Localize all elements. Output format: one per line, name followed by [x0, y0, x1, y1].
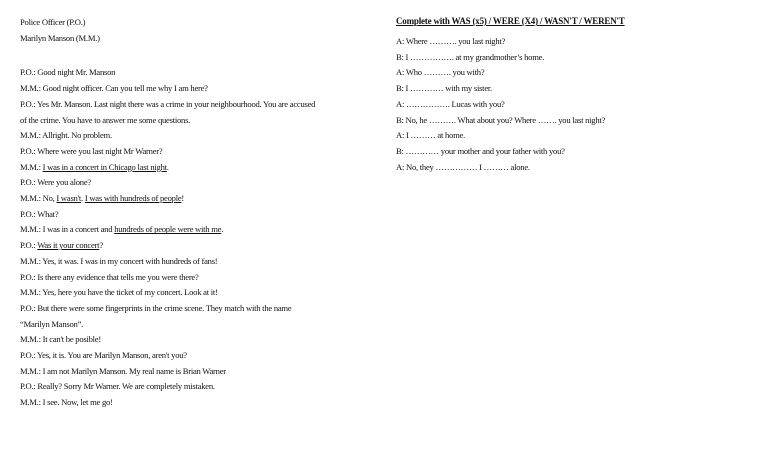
- cast-officer: Police Officer (P.O.): [20, 17, 86, 27]
- dialogue-text-segment: P.O.: Were you alone?: [20, 177, 91, 188]
- cast-list: [20, 15, 380, 46]
- underlined-phrase: I was with hundreds of people: [84, 193, 182, 204]
- dialogue-line: [20, 113, 380, 129]
- dialogue-text-segment: of the crime. You have to answer me some questions.: [20, 114, 191, 125]
- dialogue-text-segment: M.M.: I see. Now, let me go!: [20, 397, 113, 408]
- dialogue-line: [20, 81, 380, 97]
- dialogue-line: [20, 348, 380, 364]
- dialogue-line: [20, 301, 380, 317]
- dialogue-text-segment: M.M.: I am not Marilyn Manson. My real name is Brian Warner: [20, 365, 226, 376]
- exercise-line: A: ……………. Lucas with you?: [396, 98, 505, 109]
- dialogue-line: [20, 238, 380, 254]
- dialogue-text-segment: M.M.: Yes, it was. I was in my concert with hundreds of fans!: [20, 255, 218, 266]
- dialogue-text-segment: P.O.: Yes, it is. You are Marilyn Manson, aren't you?: [20, 350, 187, 361]
- dialogue-line: [20, 97, 380, 113]
- exercise-line: B: I ……………. at my grandmother’s home.: [396, 51, 545, 62]
- dialogue-text-segment: M.M.:: [20, 161, 43, 172]
- dialogue-text-segment: ?: [99, 240, 103, 251]
- dialogue-text-segment: P.O.: Good night Mr. Manson: [20, 67, 116, 78]
- exercise-line: A: No, they …………… I ……… alone.: [396, 161, 530, 172]
- dialogue-line: [20, 207, 380, 223]
- exercise-heading: Complete with WAS (x5) / WERE (X4) / WASN'T / WEREN'T: [396, 16, 625, 26]
- dialogue-line: [20, 379, 380, 395]
- dialogue-line: [20, 395, 380, 411]
- dialogue-text-segment: P.O.: What?: [20, 208, 59, 219]
- dialogue-line: [20, 254, 380, 270]
- exercise-column: [396, 0, 756, 175]
- dialogue-line: [20, 191, 380, 207]
- dialogue-text-segment: M.M.: It can't be posible!: [20, 334, 101, 345]
- dialogue-text-segment: P.O.: Where were you last night Mr Warner?: [20, 145, 163, 156]
- underlined-phrase: I wasn't: [56, 193, 82, 204]
- dialogue-text-segment: P.O.: Is there any evidence that tells me you were there?: [20, 271, 199, 282]
- exercise-lines: [396, 34, 756, 175]
- dialogue-text-segment: .: [166, 161, 169, 172]
- underlined-phrase: I was in a concert in Chicago last night: [42, 161, 167, 172]
- exercise-line: A: I ……… at home.: [396, 130, 466, 141]
- dialogue-line: [20, 175, 380, 191]
- dialogue-text-segment: .: [221, 224, 224, 235]
- exercise-line: A: Where ………. you last night?: [396, 36, 506, 46]
- exercise-line: A: Who ………. you with?: [396, 67, 485, 78]
- dialogue-text-segment: M.M.: Allright. No problem.: [20, 130, 112, 141]
- dialogue-text: [20, 65, 380, 410]
- exercise-line: B: No, he ………. What about you? Where ……. you last night?: [396, 114, 606, 125]
- dialogue-line: [20, 317, 380, 333]
- dialogue-line: [20, 285, 380, 301]
- underlined-phrase: Was it your concert: [37, 240, 100, 251]
- dialogue-text-segment: P.O.: Really? Sorry Mr Warner. We are completely mistaken.: [20, 381, 215, 392]
- dialogue-text-segment: P.O.: Yes Mr. Manson. Last night there was a crime in your neighbourhood. You are accused: [20, 98, 316, 109]
- dialogue-line: [20, 332, 380, 348]
- dialogue-line: [20, 222, 380, 238]
- dialogue-text-segment: M.M.: I was in a concert and: [20, 224, 115, 235]
- dialogue-text-segment: “Marilyn Manson”.: [20, 318, 84, 329]
- dialogue-text-segment: !: [181, 193, 185, 204]
- dialogue-text-segment: M.M.: Yes, here you have the ticket of my concert. Look at it!: [20, 287, 218, 298]
- dialogue-text-segment: M.M.: Good night officer. Can you tell me why I am here?: [20, 83, 208, 94]
- dialogue-text-segment: M.M.: No,: [20, 193, 57, 204]
- dialogue-text-segment: .: [81, 193, 85, 204]
- dialogue-text-segment: P.O.: But there were some fingerprints in the crime scene. They match with the name: [20, 302, 292, 313]
- dialogue-line: [20, 160, 380, 176]
- exercise-line: B: ………… your mother and your father with you?: [396, 145, 565, 156]
- cast-manson: Marilyn Manson (M.M.): [20, 32, 100, 43]
- dialogue-line: [20, 364, 380, 380]
- dialogue-line: [20, 144, 380, 160]
- dialogue-column: [20, 0, 380, 411]
- exercise-line: B: I ………… with my sister.: [396, 83, 492, 94]
- dialogue-line: [20, 270, 380, 286]
- dialogue-text-segment: P.O.:: [20, 240, 38, 251]
- dialogue-line: [20, 65, 380, 81]
- dialogue-line: [20, 128, 380, 144]
- underlined-phrase: hundreds of people were with me: [114, 224, 222, 235]
